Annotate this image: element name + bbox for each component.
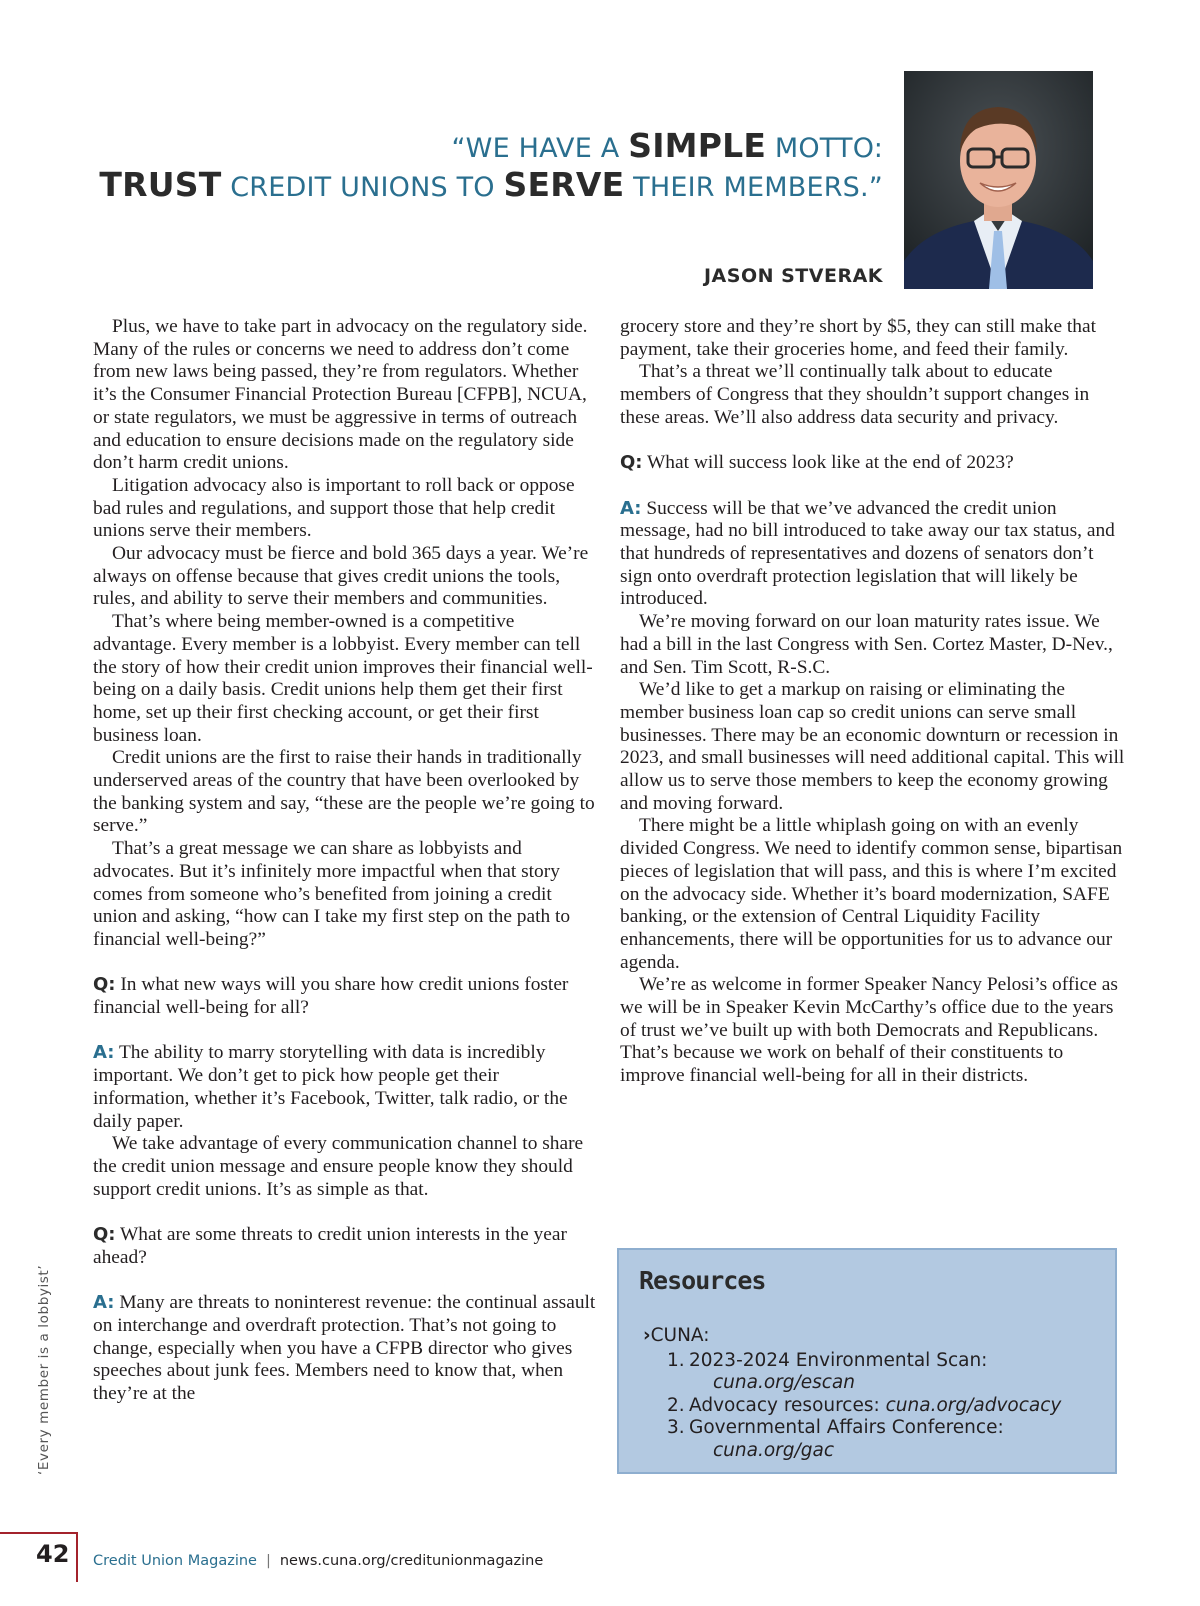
resource-label: Advocacy resources: — [689, 1394, 886, 1416]
body-paragraph: Litigation advocacy also is important to roll back or oppose bad rules and regulations, and support those that help credit unions serve their members. — [93, 474, 575, 542]
portrait-illustration — [904, 71, 1093, 289]
resource-label: Governmental Affairs Conference: — [689, 1417, 1004, 1438]
resource-link[interactable]: cuna.org/advocacy — [885, 1394, 1062, 1416]
resources-org-label: CUNA: — [650, 1325, 710, 1346]
pull-quote-emphasis: SERVE — [503, 165, 625, 204]
question-label: Q: — [93, 974, 116, 996]
pull-quote-emphasis: SIMPLE — [628, 126, 767, 165]
question-text: What are some threats to credit union interests in the year ahead? — [93, 1224, 567, 1268]
pull-quote-text: CREDIT UNIONS TO — [221, 172, 504, 203]
body-paragraph: We’d like to get a markup on raising or eliminating the member business loan cap so credit unions can serve small businesses. There may be an economic downturn or recession in 2023, and small businesses will need additional capital. This will allow us to serve those members to keep the economy growing and moving forward. — [620, 679, 1125, 814]
question-paragraph — [620, 452, 1125, 475]
pull-quote-emphasis: TRUST — [99, 165, 222, 204]
answer-label: A: — [93, 1292, 115, 1314]
question-paragraph — [93, 1224, 598, 1269]
resource-link[interactable]: cuna.org/escan — [713, 1372, 855, 1393]
pull-quote-text: THEIR MEMBERS.” — [624, 172, 883, 203]
quote-author: JASON STVERAK — [703, 265, 883, 287]
answer-paragraph — [93, 1292, 598, 1406]
pull-quote — [63, 128, 883, 206]
magazine-name: Credit Union Magazine — [93, 1553, 257, 1569]
body-paragraph: Our advocacy must be fierce and bold 365 days a year. We’re always on offense because that gives credit unions the tools, rules, and ability to serve their members and communities. — [93, 543, 589, 610]
resource-number: 3. — [667, 1417, 685, 1438]
page-footer — [93, 1553, 543, 1569]
body-paragraph: There might be a little whiplash going on with an evenly divided Congress. We need to identify common sense, bipartisan pieces of legislation that will pass, and this is where I’m excited on the advocacy side. Whether it’s board modernization, SAFE banking, or the extension of Central Liquidity Facility enhancements, there will be opportunities for us to advance our agenda. — [620, 815, 1123, 973]
answer-text: Many are threats to noninterest revenue: the continual assault on interchange and overdraft protection. That’s not going to change, especially when you have a CFPB director who gives speeches about junk fees. Members need to know that, when they’re at the — [93, 1292, 596, 1404]
resource-label: 2023-2024 Environmental Scan: — [689, 1349, 988, 1371]
question-paragraph — [93, 974, 598, 1019]
resource-item — [667, 1395, 1103, 1418]
question-text: In what new ways will you share how credit unions foster financial well-being for all? — [93, 974, 569, 1019]
resources-org — [643, 1325, 1103, 1348]
footer-separator: | — [265, 1553, 271, 1569]
answer-paragraph — [620, 498, 1125, 612]
answer-paragraph — [93, 1042, 598, 1133]
answer-label: A: — [93, 1042, 115, 1064]
answer-label: A: — [620, 497, 642, 519]
body-paragraph: grocery store and they’re short by $5, they can still make that payment, take their groceries home, and feed their family. — [620, 316, 1096, 360]
body-paragraph: That’s where being member-owned is a competitive advantage. Every member is a lobbyist. Every member can tell the story of how their credit union improves their financial well-being on a daily basis. Credit unions help them get their first home, set up their first checking account, or get their first business loan. — [93, 611, 593, 746]
answer-text: Success will be that we’ve advanced the credit union message, had no bill introduced to take away our tax status, and that hundreds of representatives and dozens of senators don’t sign onto overdraft protection legislation that will likely be introduced. — [620, 497, 1115, 610]
resources-title: Resources — [639, 1266, 766, 1295]
body-paragraph: That’s a great message we can share as lobbyists and advocates. But it’s infinitely more impactful when that story comes from someone who’s benefited from joining a credit union and asking, “how can I take my first step on the path to financial well-being?” — [93, 838, 571, 950]
author-portrait — [904, 71, 1093, 289]
resource-item — [667, 1417, 1103, 1462]
section-side-label: ‘Every member is a lobbyist’ — [36, 1264, 52, 1475]
pull-quote-text: “WE HAVE A — [451, 133, 629, 164]
pull-quote-text: MOTTO: — [766, 133, 883, 164]
body-paragraph: We take advantage of every communication channel to share the credit union message and ensure people know they should support credit unions. It’s as simple as that. — [93, 1133, 584, 1200]
resources-list — [643, 1325, 1103, 1462]
resources-box — [617, 1248, 1117, 1474]
question-label: Q: — [93, 1224, 116, 1246]
resource-number: 1. — [667, 1349, 685, 1371]
question-text: What will success look like at the end of 2023? — [642, 452, 1014, 474]
footer-url[interactable]: news.cuna.org/creditunionmagazine — [279, 1553, 544, 1569]
resource-number: 2. — [667, 1394, 685, 1416]
page-number: 42 — [36, 1540, 70, 1568]
article-column-left — [93, 316, 598, 1406]
body-paragraph: Credit unions are the first to raise their hands in traditionally underserved areas of the country that have been overlooked by the banking system and say, “these are the people we’re going to serve.” — [93, 747, 595, 837]
body-paragraph: Plus, we have to take part in advocacy on the regulatory side. Many of the rules or concerns we need to address don’t come from new laws being passed, they’re from regulators. Whether it’s the Consumer Financial Protection Bureau [CFPB], NCUA, or state regulators, we must be aggressive in terms of outreach and education to ensure decisions made on the regulatory side don’t harm credit unions. — [93, 316, 588, 474]
article-column-right — [620, 316, 1125, 1088]
resource-link[interactable]: cuna.org/gac — [713, 1439, 834, 1461]
question-label: Q: — [620, 452, 643, 474]
body-paragraph: We’re as welcome in former Speaker Nancy Pelosi’s office as we will be in Speaker Kevin McCarthy’s office due to the years of trust we’ve built up with both Democrats and Republicans. That’s because we work on behalf of their constituents to improve financial well-being for all in their districts. — [620, 974, 1118, 1087]
body-paragraph: We’re moving forward on our loan maturity rates issue. We had a bill in the last Congress with Sen. Cortez Master, D-Nev., and Sen. Tim Scott, R-S.C. — [620, 611, 1113, 678]
chevron-right-icon: › — [643, 1325, 651, 1346]
answer-text: The ability to marry storytelling with data is incredibly important. We don’t get to pick how people get their information, whether it’s Facebook, Twitter, talk radio, or the daily paper. — [93, 1042, 568, 1132]
resource-item — [667, 1350, 1103, 1395]
body-paragraph: That’s a threat we’ll continually talk about to educate members of Congress that they shouldn’t support changes in these areas. We’ll also address data security and privacy. — [620, 361, 1090, 428]
